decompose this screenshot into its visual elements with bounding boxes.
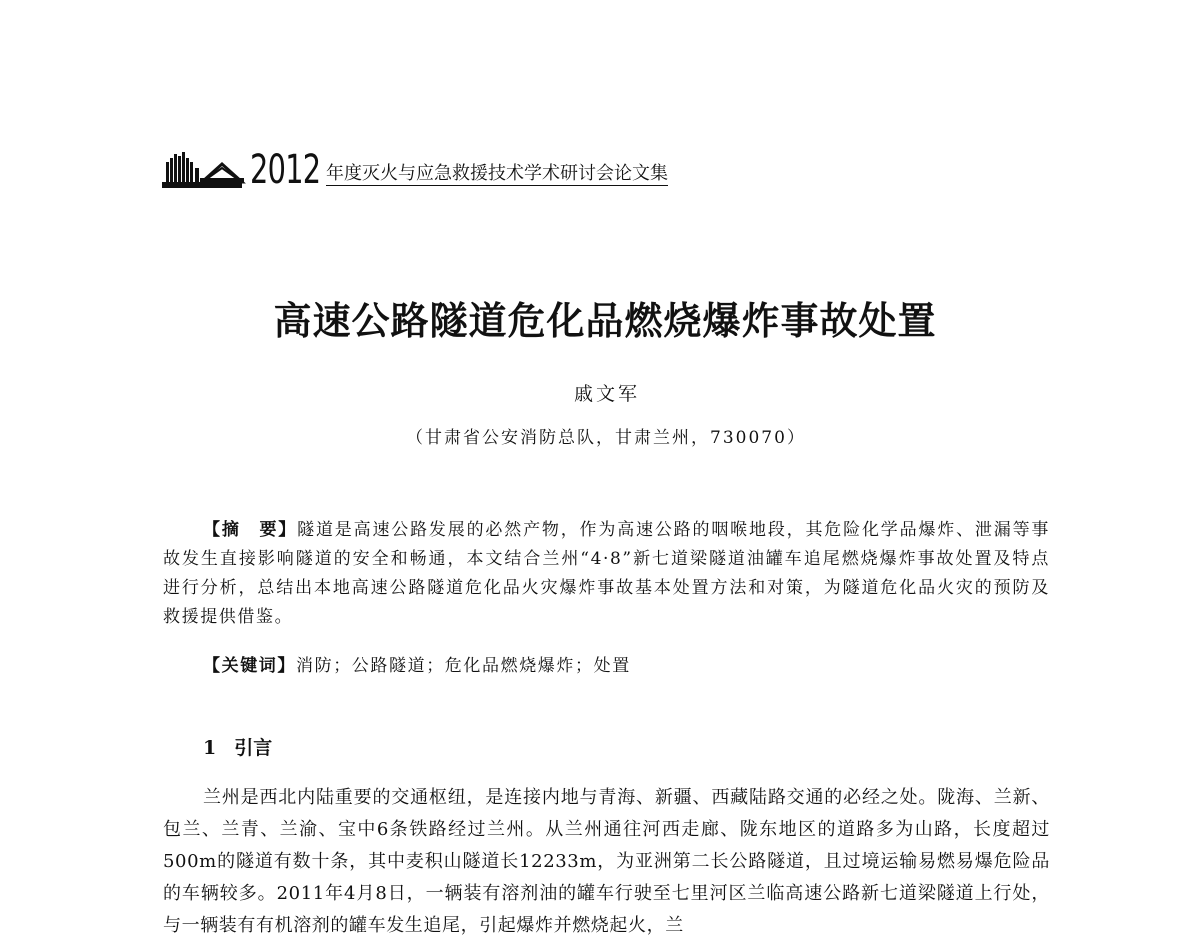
proceedings-title: 年度灭火与应急救援技术学术研讨会论文集 bbox=[326, 163, 668, 184]
abstract-label: 【摘 要】 bbox=[203, 520, 298, 540]
keywords bbox=[203, 652, 631, 681]
abstract-text: 隧道是高速公路发展的必然产物，作为高速公路的咽喉地段，其危险化学品爆炸、泄漏等事故发生直接影响隧道的安全和畅通，本文结合兰州“4·8”新七道梁隧道油罐车追尾燃烧爆炸事故处置及特点进行分析，总结出本地高速公路隧道危化品火灾爆炸事故基本处置方法和对策，为隧道危化品火灾的预防及救援提供借鉴。 bbox=[163, 520, 1051, 627]
section-heading bbox=[203, 734, 272, 762]
proceedings-year: 2012 bbox=[250, 147, 321, 193]
proceedings-header bbox=[160, 142, 668, 193]
section-paragraph: 兰州是西北内陆重要的交通枢纽，是连接内地与青海、新疆、西藏陆路交通的必经之处。陇海、兰新、包兰、兰青、兰渝、宝中6条铁路经过兰州。从兰州通往河西走廊、陇东地区的道路多为山路，长度超过500m的隧道有数十条，其中麦积山隧道长12233m，为亚洲第二长公路隧道，且过境运输易燃易爆危险品的车辆较多。2011年4月8日，一辆装有溶剂油的罐车行驶至七里河区兰临高速公路新七道梁隧道上行处，与一辆装有有机溶剂的罐车发生追尾，引起爆炸并燃烧起火，兰 bbox=[163, 787, 1050, 936]
library-logo-icon bbox=[160, 148, 246, 190]
paper-author: 戚文军 bbox=[573, 383, 640, 405]
abstract bbox=[163, 516, 1050, 632]
keywords-label: 【关键词】 bbox=[203, 656, 296, 676]
section-number: 1 bbox=[203, 737, 217, 759]
author-affiliation: （甘肃省公安消防总队，甘肃兰州，730070） bbox=[406, 428, 806, 448]
section-title: 引言 bbox=[234, 737, 273, 759]
paper-title: 高速公路隧道危化品燃烧爆炸事故处置 bbox=[273, 298, 937, 344]
keywords-text: 消防；公路隧道；危化品燃烧爆炸；处置 bbox=[296, 656, 631, 676]
